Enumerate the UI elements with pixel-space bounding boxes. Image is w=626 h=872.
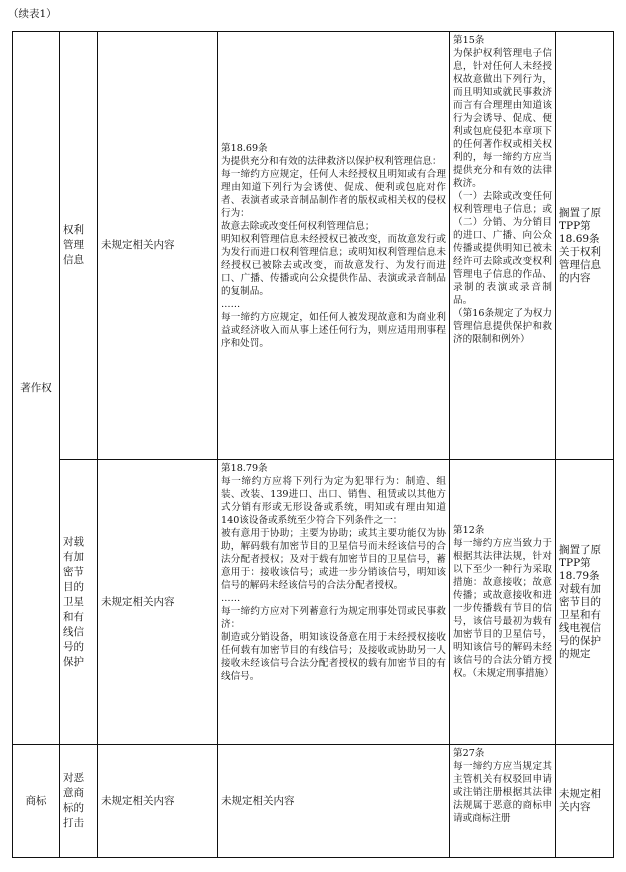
article-number: 第18.69条: [221, 142, 268, 154]
col6-cell: [556, 745, 614, 858]
paragraph: 每一缔约方应规定，如任何人被发现故意和为商业利益或经济收入而从事上述任何行为，则应适用刑事程序和处罚。: [221, 311, 446, 349]
paragraph: 未规定相关内容: [221, 794, 295, 807]
subject-label: 对载有加密节目的卫星和有线信号的保护: [63, 535, 84, 668]
subject-label: 对恶意商标的打击: [63, 772, 84, 829]
article-number: 第12条: [453, 525, 485, 536]
table-row: [13, 745, 614, 858]
table-row: [13, 460, 614, 745]
paragraph: （一）去除或改变任何权利管理电子信息；或（二）分销、为分销目的进口、广播、向公众传播或提供明知已被未经许可去除或改变权利管理电子信息的作品、录制的表演或录音制品。: [453, 191, 552, 306]
article-number: 第15条: [453, 35, 485, 46]
col5-cell: [450, 32, 556, 460]
table-row: [13, 32, 614, 460]
col6-text: 搁置了原TPP第18.79条对载有加密节目的卫星和有线电视信号的保护的规定: [559, 543, 601, 660]
category-cell: [13, 32, 60, 745]
col3-text: 未规定相关内容: [101, 239, 175, 251]
col6-text: 未规定相关内容: [559, 788, 601, 813]
article-number: 第27条: [453, 748, 485, 759]
comparison-table: [12, 31, 614, 858]
col4-cell: [218, 32, 450, 460]
col6-cell: [556, 460, 614, 745]
col6-cell: [556, 32, 614, 460]
col4-cell: [218, 460, 450, 745]
col3-cell: [98, 32, 218, 460]
subject-cell: [60, 460, 98, 745]
category-label: 商标: [25, 794, 47, 807]
table-caption: （续表1）: [8, 8, 57, 20]
paragraph: 被有意用于协助；主要为协助；或其主要功能仅为协助，解码载有加密节目的卫星信号而未经该信号的合法分配者授权；及对于载有加密节目的卫星信号，蓄意用于：接收该信号；或进一步分销该信号，明知该信号的解码未经该信号的合法分配者授权。: [221, 528, 446, 591]
category-cell: [13, 745, 60, 858]
category-label: 著作权: [20, 381, 52, 394]
col4-cell: [218, 745, 450, 858]
col3-cell: [98, 745, 218, 858]
paragraph: 为保护权利管理电子信息，针对任何人未经授权故意做出下列行为，而且明知或就民事救济而言有合理理由知道该行为会诱导、促成、便利或包庇侵犯本章项下的任何著作权或相关权利的，每一缔约方应当提供充分和有效的法律救济。: [453, 48, 552, 189]
paragraph: 每一缔约方应对下列蓄意行为规定刑事处罚或民事救济：: [221, 606, 446, 630]
paragraph: 每一缔约方应规定，任何人未经授权且明知或有合理理由知道下列行为会诱使、促成、便利或包庇对作者、表演者或录音制品制作者的版权或相关权的侵权行为：: [221, 168, 446, 219]
subject-cell: [60, 32, 98, 460]
subject-cell: [60, 745, 98, 858]
col5-cell: [450, 745, 556, 858]
paragraph: 每一缔约方应当规定其主管机关有权驳回申请或注销注册根据其法律法规属于恶意的商标申请或商标注册: [453, 761, 552, 824]
paragraph: 每一缔约方应将下列行为定为犯罪行为：制造、组装、改装、139进口、出口、销售、租赁或以其他方式分销有形或无形设备或系统，明知或有理由知道140该设备或系统至少符合下列条件之一：: [221, 476, 446, 526]
paragraph: 明知权利管理信息未经授权已被改变，而故意发行或为发行而进口权利管理信息；或明知权利管理信息未经授权已被除去或改变，而故意发行、为发行而进口、广播、传播或向公众提供作品、表演或录音制品的复制品。: [221, 233, 446, 297]
col3-cell: [98, 460, 218, 745]
paragraph: 制造或分销设备，明知该设备意在用于未经授权接收任何载有加密节目的有线信号；及接收或协助另一人接收未经该信号合法分配者授权的载有加密节目的有线信号。: [221, 632, 446, 682]
col6-text: 搁置了原TPP第18.69条关于权利管理信息的内容: [559, 206, 601, 284]
ellipsis: ……: [221, 298, 241, 310]
paragraph: 为提供充分和有效的法律救济以保护权利管理信息：: [221, 155, 442, 167]
ellipsis: ……: [221, 593, 241, 604]
paragraph: 每一缔约方应当致力于根据其法律法规，针对以下至少一种行为采取措施：故意接收；故意传播；或故意接收和进一步传播载有节目的信号，该信号最初为载有加密节目的卫星信号，明知该信号的解码未经该信号的合法分销方授权。（未规定刑事措施）: [453, 538, 554, 679]
col3-text: 未规定相关内容: [101, 794, 175, 807]
subject-label: 权利管理信息: [63, 224, 84, 266]
article-number: 第18.79条: [221, 463, 268, 474]
paragraph: （第16条规定了为权力管理信息提供保护和救济的限制和例外）: [453, 308, 552, 345]
col5-cell: [450, 460, 556, 745]
paragraph: 故意去除或改变任何权利管理信息；: [221, 220, 375, 232]
col3-text: 未规定相关内容: [101, 595, 175, 608]
